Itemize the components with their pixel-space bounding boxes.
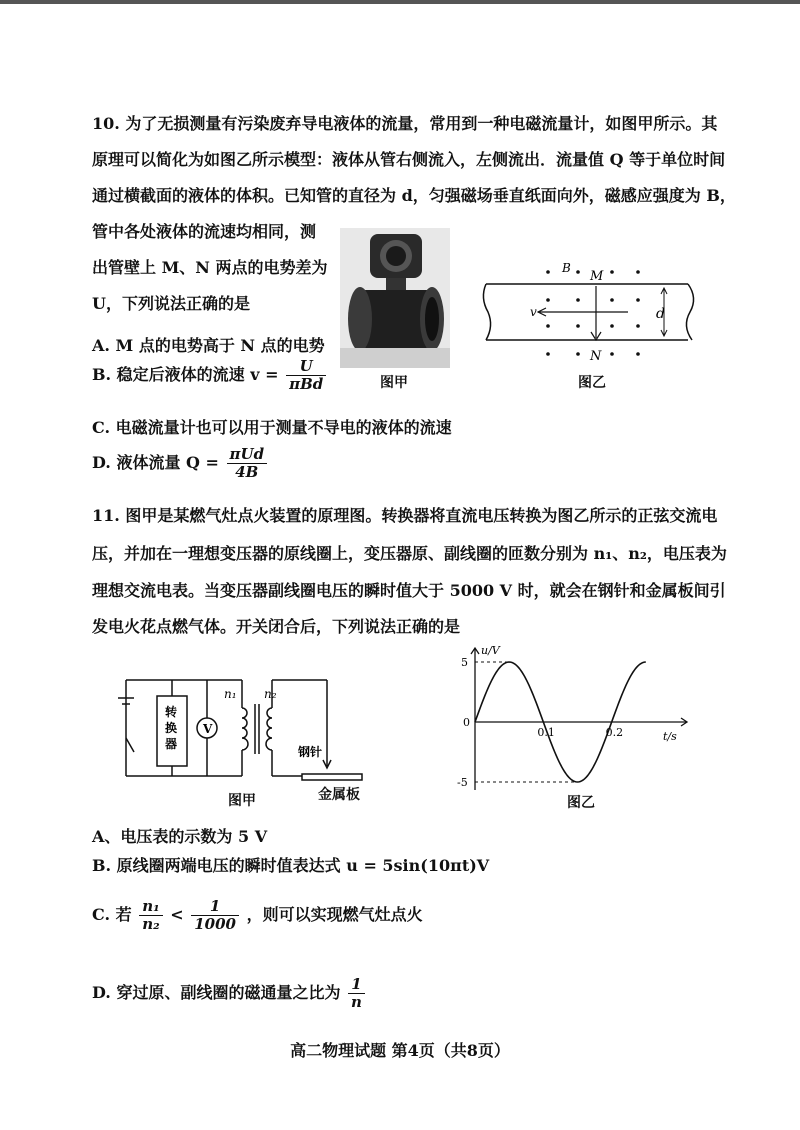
x-axis-label: t/s: [663, 730, 677, 743]
q11-option-c-num1: n₁: [139, 898, 162, 916]
flowmeter-photo: [340, 228, 450, 368]
q11-option-b: B. 原线圈两端电压的瞬时值表达式 u = 5sin(10πt)V: [92, 856, 490, 875]
converter-char-3: 器: [165, 737, 178, 751]
q11-option-c-prefix: C. 若: [92, 905, 132, 924]
q11-line3: 理想交流电表。当变压器副线圈电压的瞬时值大于 5000 V 时，就会在钢针和金属板间引: [92, 581, 726, 600]
origin-label: 0: [463, 716, 470, 729]
q11-option-d: [92, 976, 367, 1011]
x-tick-0.1: 0.1: [537, 726, 555, 739]
q10-option-b-num: U: [286, 358, 326, 376]
q10-line4: 管中各处液体的流速均相同，测: [92, 222, 317, 241]
q10-option-d: [92, 446, 269, 481]
q11-option-c-fraction-2: [191, 898, 239, 933]
q11-line4: 发电火花点燃气体。开关闭合后，下列说法正确的是: [92, 617, 461, 636]
q10-line5: 出管壁上 M、N 两点的电势差为: [92, 258, 328, 277]
q11-line1: 11. 图甲是某燃气灶点火装置的原理图。转换器将直流电压转换为图乙所示的正弦交流电: [92, 506, 718, 525]
q10-option-d-text: D. 液体流量 Q =: [92, 453, 219, 472]
q10-line1: 10. 为了无损测量有污染废弃导电液体的流量，常用到一种电磁流量计，如图甲所示。其: [92, 114, 718, 133]
page-footer: 高二物理试题 第4页（共8页）: [290, 1041, 510, 1060]
q11-option-d-num: 1: [348, 976, 365, 994]
n1-label: n₁: [224, 687, 237, 701]
converter-char-1: 转: [165, 705, 178, 719]
q10-option-b-den: πBd: [289, 375, 324, 393]
label-d: d: [656, 306, 665, 322]
pipe-diagram: [478, 258, 708, 368]
q11-line2: 压，并加在一理想变压器的原线圈上，变压器原、副线圈的匝数分别为 n₁、n₂，电压表为: [92, 544, 727, 563]
q10-option-b-fraction: [286, 358, 326, 393]
q10-line2: 原理可以简化为如图乙所示模型：液体从管右侧流入，左侧流出．流量值 Q 等于单位时间: [92, 150, 726, 169]
q11-fig-jia-caption: 图甲: [228, 793, 256, 809]
q10-option-d-num: πUd: [227, 446, 268, 464]
voltage-sine-graph: [455, 640, 700, 800]
q10-option-d-fraction: [227, 446, 268, 481]
y-axis-label: u/V: [481, 644, 500, 657]
q11-option-c-lt: <: [170, 905, 184, 924]
q11-option-d-den: n: [351, 993, 362, 1011]
needle-label: 钢针: [298, 745, 323, 759]
q10-fig-yi-caption: 图乙: [578, 375, 606, 391]
x-tick-0.2: 0.2: [605, 726, 624, 739]
ignition-circuit: [112, 668, 372, 803]
q10-option-b-text: B. 稳定后液体的流速 v =: [92, 365, 279, 384]
q10-fig-jia-caption: 图甲: [380, 375, 408, 391]
y-tick-neg5: -5: [457, 776, 468, 789]
q11-fig-yi-caption: 图乙: [567, 795, 595, 811]
q11-option-c-num2: 1: [191, 898, 239, 916]
q11-option-d-fraction: [348, 976, 365, 1011]
n2-label: n₂: [264, 687, 277, 701]
q11-option-c-suffix: ，则可以实现燃气灶点火: [246, 905, 423, 924]
label-b: B: [562, 261, 571, 275]
plate-label: 金属板: [318, 787, 360, 803]
q11-option-d-prefix: D. 穿过原、副线圈的磁通量之比为: [92, 983, 341, 1002]
q11-option-c: [92, 898, 423, 933]
q11-option-a: A、电压表的示数为 5 V: [92, 827, 268, 846]
q10-line3: 通过横截面的液体的体积。已知管的直径为 d，匀强磁场垂直纸面向外，磁感应强度为 B，: [92, 186, 736, 205]
q10-option-b: [92, 358, 328, 393]
y-tick-5: 5: [461, 656, 468, 669]
q11-option-c-den2: 1000: [194, 915, 236, 933]
q11-option-c-den1: n₂: [142, 915, 160, 933]
label-v: v: [530, 305, 537, 319]
q10-option-a: A. M 点的电势高于 N 点的电势: [92, 336, 325, 355]
q10-option-c: C. 电磁流量计也可以用于测量不导电的液体的流速: [92, 418, 452, 437]
converter-char-2: 换: [165, 721, 178, 735]
label-m: M: [590, 269, 604, 284]
q11-option-c-fraction-1: [139, 898, 162, 933]
top-border: [0, 0, 800, 4]
q10-line6: U，下列说法正确的是: [92, 294, 250, 313]
voltmeter-label: V: [203, 722, 213, 736]
label-n: N: [590, 349, 602, 364]
q10-option-d-den: 4B: [235, 463, 259, 481]
